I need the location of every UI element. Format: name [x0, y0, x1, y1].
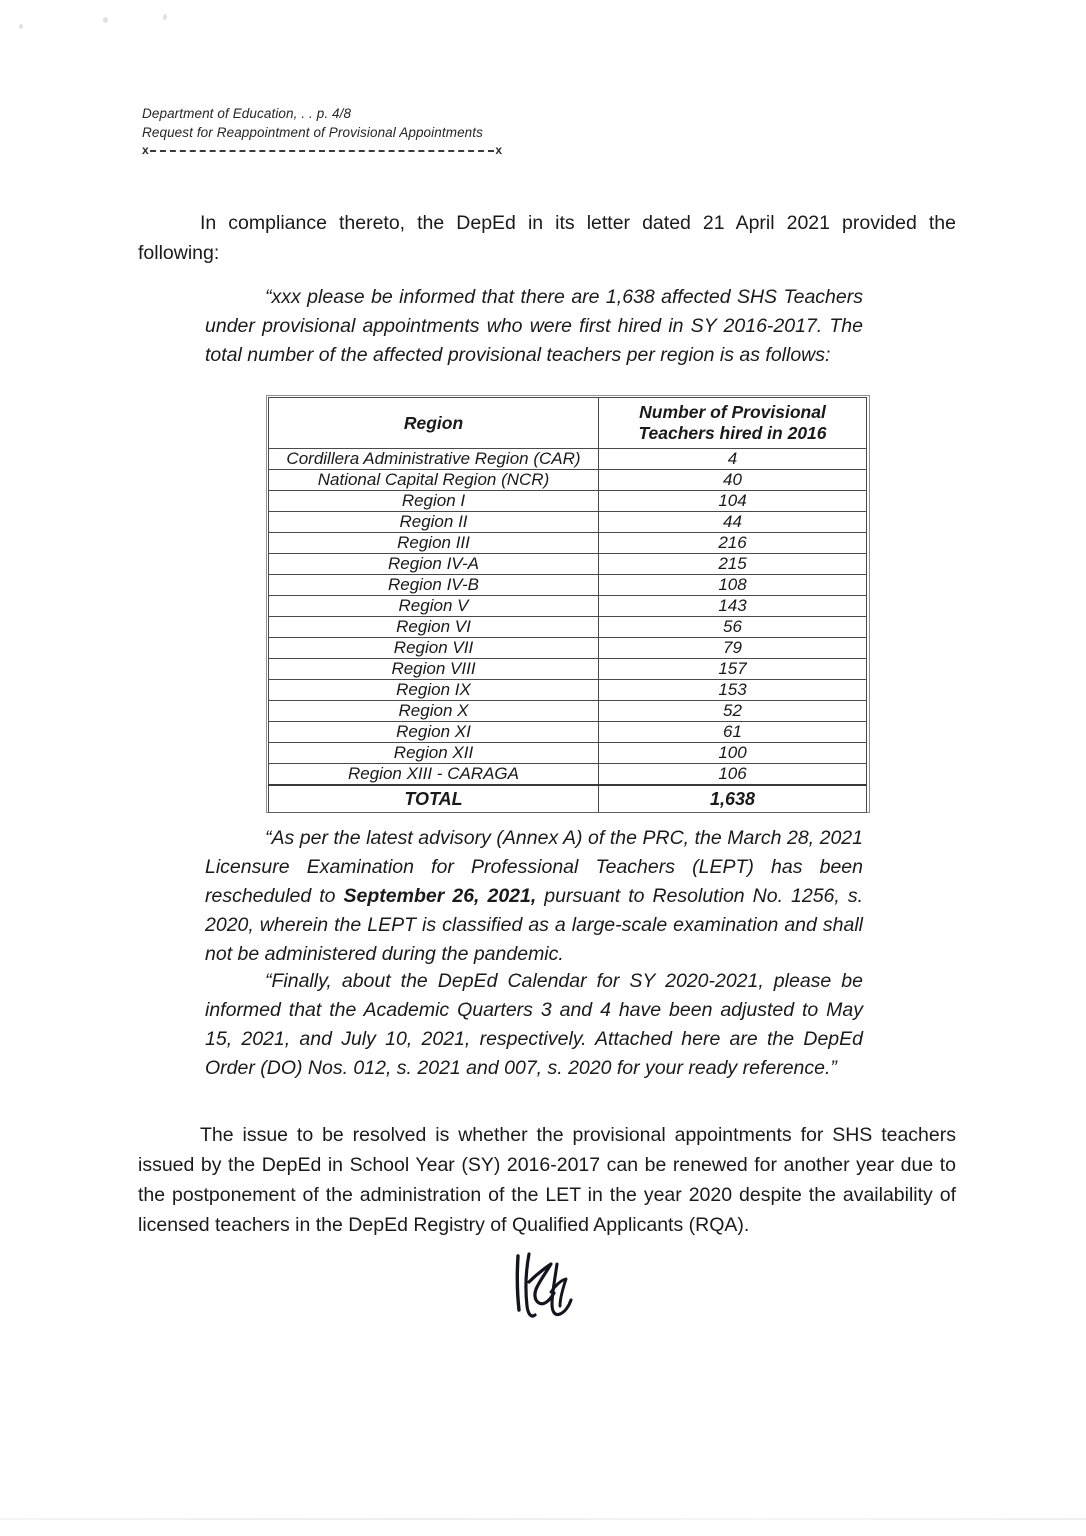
table-row [269, 701, 867, 722]
rule-right-x: x [495, 143, 502, 157]
table-row [269, 722, 867, 743]
table-row [269, 617, 867, 638]
letterhead-line-1: Department of Education, . . p. 4/8 [142, 106, 352, 121]
paragraph-quote-3-text: “Finally, about the DepEd Calendar for SY 2020-2021, please be informed that the Academic Quarters 3 and 4 have been adjusted to May 15, 2021, and July 10, 2021, respectively. Attached here are the DepEd Order (DO) Nos. 012, s. 2021 and 007, s. 2020 for your ready reference.” [205, 970, 863, 1079]
provisional-teachers-table-container [268, 397, 866, 813]
cell-count: 106 [599, 764, 867, 786]
cell-count: 104 [599, 491, 867, 512]
cell-count: 79 [599, 638, 867, 659]
letterhead-separator-rule [142, 144, 502, 156]
rescheduled-date-emphasis: September 26, 2021, [343, 885, 537, 907]
paragraph-quote-1-text: “xxx please be informed that there are 1,638 affected SHS Teachers under provisional appointments who were first hired in SY 2016-2017. The total number of the affected provisional teachers per region is as follows: [205, 286, 863, 366]
cell-count: 40 [599, 470, 867, 491]
table-row [269, 659, 867, 680]
cell-count: 143 [599, 596, 867, 617]
cell-region: Region V [269, 596, 599, 617]
cell-region: Region XII [269, 743, 599, 764]
column-header-count: Number of Provisional Teachers hired in 2016 [599, 398, 867, 449]
table-row [269, 554, 867, 575]
rule-left-x: x [142, 143, 149, 157]
paragraph-issue-text: The issue to be resolved is whether the provisional appointments for SHS teachers issued by the DepEd in School Year (SY) 2016-2017 can be renewed for another year due to the postponement of the administration of the LET in the year 2020 despite the availability of licensed teachers in the DepEd Registry of Qualified Applicants (RQA). [138, 1124, 956, 1236]
cell-region: Region II [269, 512, 599, 533]
table-row [269, 491, 867, 512]
table-row [269, 470, 867, 491]
table-row [269, 512, 867, 533]
scan-speck [103, 17, 108, 23]
cell-count: 4 [599, 449, 867, 470]
cell-region: Region XI [269, 722, 599, 743]
table-row [269, 575, 867, 596]
cell-count: 52 [599, 701, 867, 722]
table-head [269, 398, 867, 449]
paragraph-quote-2-text-part-2: pursuant to Resolution No. 1256, s. 2020, wherein the LEPT is classified as a large-scale examination and shall not be administered during the pandemic. [205, 885, 863, 965]
cell-region: Region VI [269, 617, 599, 638]
cell-count: 44 [599, 512, 867, 533]
cell-region: Cordillera Administrative Region (CAR) [269, 449, 599, 470]
cell-total-count: 1,638 [599, 785, 867, 813]
paragraph-intro [138, 208, 956, 268]
scan-bottom-edge [0, 1518, 1086, 1520]
paragraph-quote-1 [205, 283, 863, 370]
provisional-teachers-table [268, 397, 867, 813]
cell-count: 157 [599, 659, 867, 680]
cell-region: Region IX [269, 680, 599, 701]
cell-count: 153 [599, 680, 867, 701]
cell-total-label: TOTAL [269, 785, 599, 813]
letterhead-line-2: Request for Reappointment of Provisional Appointments [142, 125, 483, 140]
table-row [269, 638, 867, 659]
cell-region: Region VIII [269, 659, 599, 680]
table-header-row [269, 398, 867, 449]
letterhead [142, 104, 702, 156]
cell-region: Region I [269, 491, 599, 512]
paragraph-issue [138, 1120, 956, 1240]
paragraph-quote-3 [205, 967, 863, 1083]
scan-speck [163, 14, 167, 20]
table-row [269, 680, 867, 701]
cell-count: 108 [599, 575, 867, 596]
cell-count: 56 [599, 617, 867, 638]
dashed-line [150, 150, 495, 152]
table-row [269, 764, 867, 786]
table-total-row [269, 785, 867, 813]
table-row [269, 449, 867, 470]
handwritten-initials [505, 1248, 655, 1338]
cell-region: Region XIII - CARAGA [269, 764, 599, 786]
column-header-region: Region [269, 398, 599, 449]
table-row [269, 596, 867, 617]
cell-region: National Capital Region (NCR) [269, 470, 599, 491]
scan-speck [19, 24, 23, 29]
table-body [269, 449, 867, 813]
table-row [269, 743, 867, 764]
cell-count: 216 [599, 533, 867, 554]
cell-region: Region III [269, 533, 599, 554]
cell-region: Region X [269, 701, 599, 722]
cell-region: Region VII [269, 638, 599, 659]
table-row [269, 533, 867, 554]
cell-region: Region IV-A [269, 554, 599, 575]
cell-count: 100 [599, 743, 867, 764]
cell-count: 61 [599, 722, 867, 743]
cell-count: 215 [599, 554, 867, 575]
cell-region: Region IV-B [269, 575, 599, 596]
paragraph-quote-2-text-part-1: “As per the latest advisory (Annex A) of the PRC, the March 28, 2021 Licensure Examination for Professional Teachers (LEPT) has been rescheduled to [205, 827, 863, 907]
paragraph-intro-text: In compliance thereto, the DepEd in its letter dated 21 April 2021 provided the following: [138, 212, 956, 264]
paragraph-quote-2 [205, 824, 863, 969]
